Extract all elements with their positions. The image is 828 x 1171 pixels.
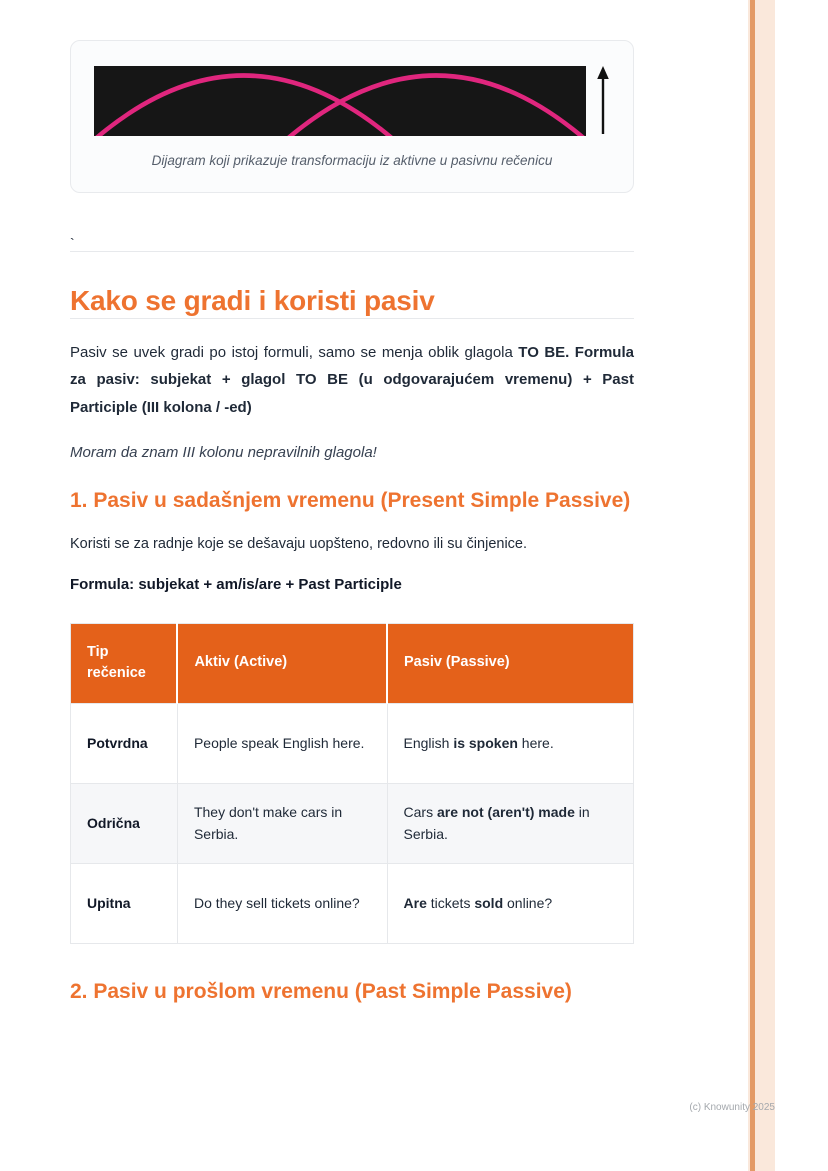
cell-type: Upitna: [71, 863, 178, 943]
table-row-potvrdna: [71, 703, 634, 783]
content-column: [70, 0, 634, 1007]
header-cell-active: Aktiv (Active): [177, 623, 387, 703]
up-arrow-icon: [596, 66, 610, 136]
cell-passive: Are tickets sold online?: [387, 863, 633, 943]
stray-backtick: `: [70, 235, 75, 251]
passive-transformation-diagram: [94, 66, 586, 136]
intro-paragraph: Pasiv se uvek gradi po istoj formuli, samo se menja oblik glagola TO BE. Formula za pasiv: subjekat + glagol TO BE (u odgovarajućem vremenu) + Past Participle (III kolona / -ed): [70, 343, 634, 417]
table-row-upitna: [71, 863, 634, 943]
right-decor-stripe: [748, 0, 775, 1171]
cell-active: People speak English here.: [177, 703, 387, 783]
section1-title: 1. Pasiv u sadašnjem vremenu (Present Simple Passive): [70, 488, 631, 512]
header-cell-passive: Pasiv (Passive): [387, 623, 633, 703]
header-cell-type: Tip rečenice: [71, 623, 178, 703]
cell-passive: English is spoken here.: [387, 703, 633, 783]
arcs-graphic: [94, 66, 586, 136]
grammar-table: [70, 623, 634, 944]
cell-passive: Cars are not (aren't) made in Serbia.: [387, 783, 633, 863]
page-title: Kako se gradi i koristi pasiv: [70, 285, 435, 316]
cell-type: Potvrdna: [71, 703, 178, 783]
stripe-accent-line: [750, 0, 755, 1171]
section1-description: Koristi se za radnje koje se dešavaju uopšteno, redovno ili su činjenice.: [70, 535, 528, 552]
table-row-odricna: [71, 783, 634, 863]
table-header-row: [71, 623, 634, 703]
footer-credit: (c) Knowunity 2025: [689, 1102, 775, 1113]
note-italic: Moram da znam III kolonu nepravilnih glagola!: [70, 443, 377, 461]
divider: [70, 251, 634, 252]
diagram-row: [94, 66, 610, 136]
cell-active: Do they sell tickets online?: [177, 863, 387, 943]
cell-type: Odrična: [71, 783, 178, 863]
section2-title: 2. Pasiv u prošlom vremenu (Past Simple Passive): [70, 979, 572, 1003]
cell-active: They don't make cars in Serbia.: [177, 783, 387, 863]
figure-card: [70, 40, 634, 193]
figure-caption: Dijagram koji prikazuje transformaciju iz aktivne u pasivnu rečenicu: [151, 153, 553, 168]
title-divider: [70, 318, 634, 319]
formula-text: Formula: subjekat + am/is/are + Past Participle: [70, 575, 402, 593]
